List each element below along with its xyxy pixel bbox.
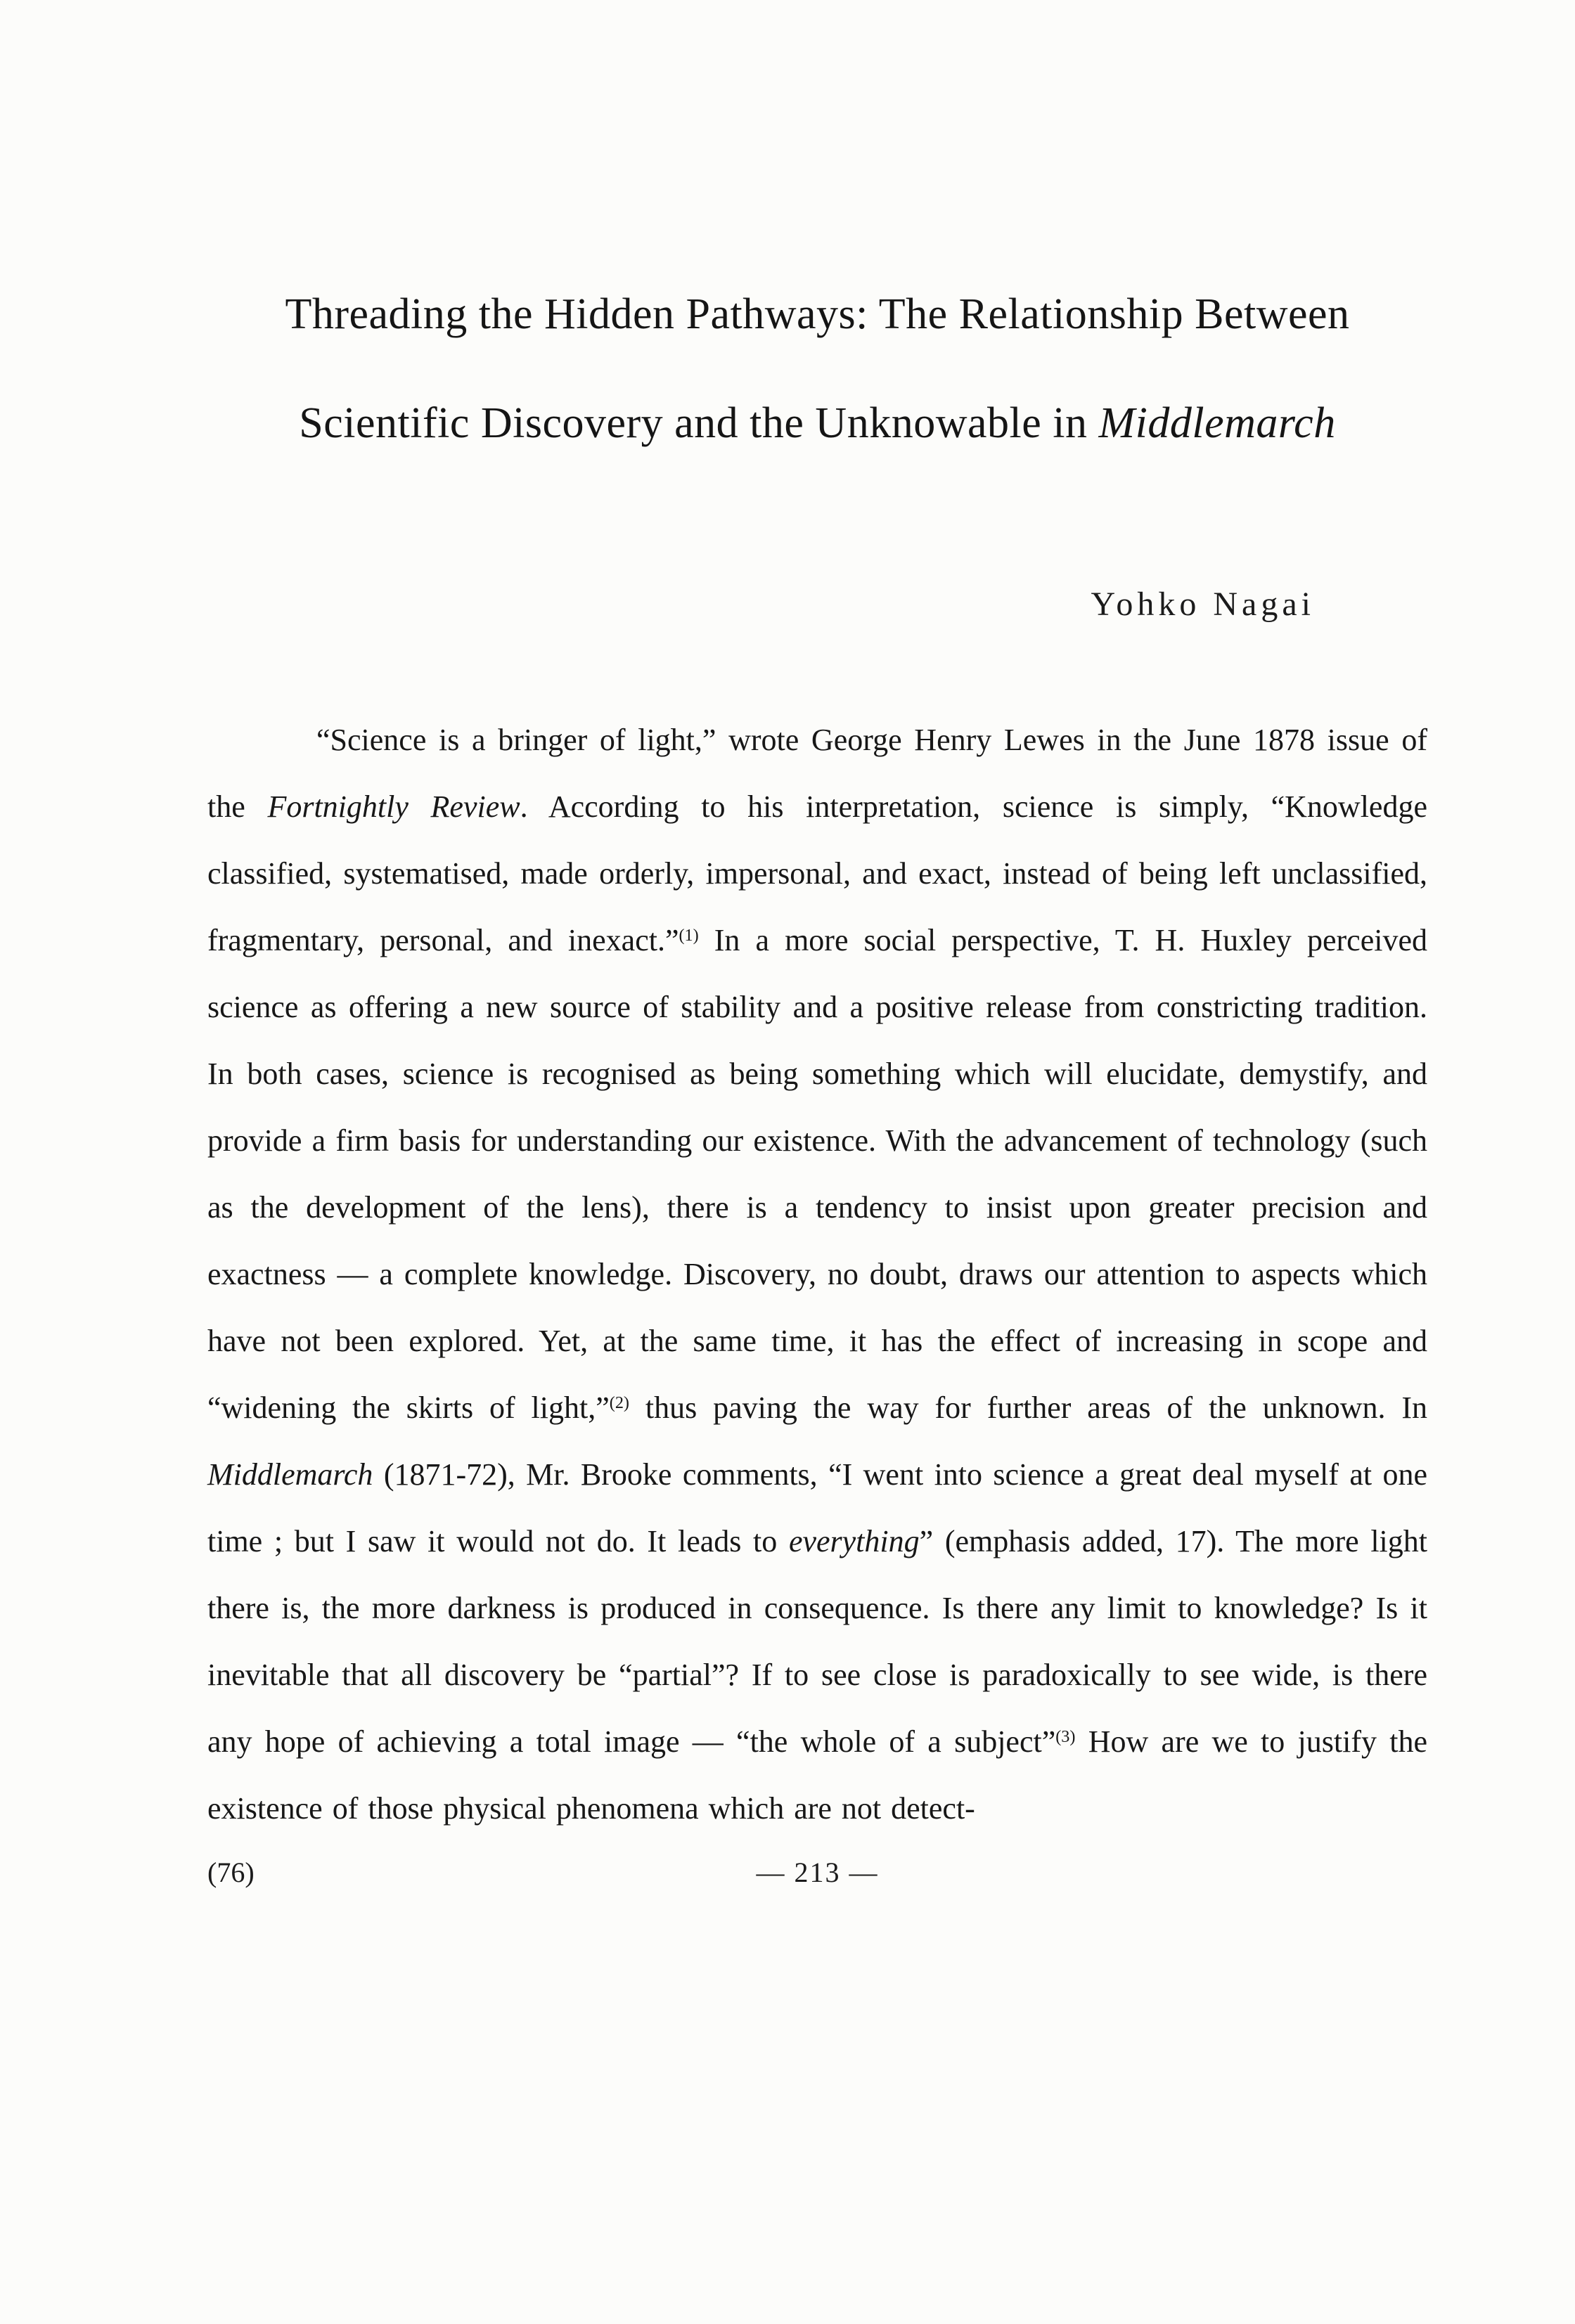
author-name: Yohko Nagai <box>1091 586 1315 623</box>
page-footer <box>207 1852 1427 1894</box>
body-paragraph: “Science is a bringer of light,” wrote George Henry Lewes in the June 1878 issue of the Fortnightly Review. According to his interpretation, science is simply, “Knowledge classified, systematised, made orderly, impersonal, and exact, instead of being left unclassified, fragmentary, personal, and inexact.”$^{(1)}$ In a more social perspective, T. H. Huxley perceived science as offering a new source of stability and a positive release from constricting tradition. In both cases, science is recognised as being something which will elucidate, demystify, and provide a firm basis for understanding our existence. With the advancement of technology (such as the development of the lens), there is a tendency to insist upon greater precision and exactness — a complete knowledge. Discovery, no doubt, draws our attention to aspects which have not been explored. Yet, at the same time, it has the effect of increasing in scope and “widening the skirts of light,”$^{(2)}$ thus paving the way for further areas of the unknown. In Middlemarch (1871-72), Mr. Brooke comments, “I went into science a great deal myself at one time ; but I saw it would not do. It leads to everything” (emphasis added, 17). The more light there is, the more darkness is produced in consequence. Is there any limit to knowledge? Is it inevitable that all discovery be “partial”? If to see close is paradoxically to see wide, is there any hope of achieving a total image — “the whole of a subject”$^{(3)}$ How are we to justify the existence of those physical phenomena which are not detect- <box>207 723 1428 1826</box>
footer-page-marker: (76) <box>207 1857 255 1888</box>
paper-title: Threading the Hidden Pathways: The Relationship Between Scientific Discovery and the Unknowable in Middlemarch <box>285 290 1350 447</box>
page-content <box>207 260 1427 1894</box>
footer-page-number: — 213 — <box>756 1857 879 1888</box>
